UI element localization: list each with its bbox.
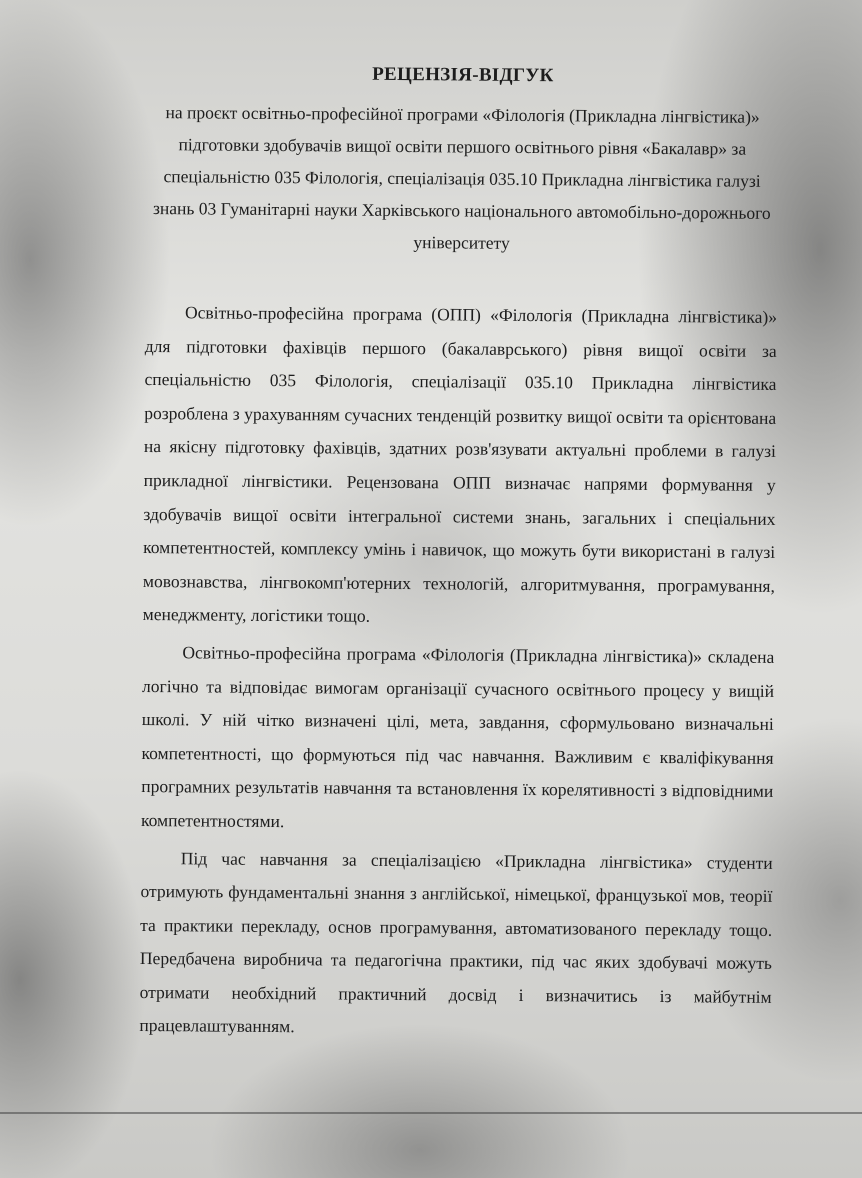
page-fold-line (0, 1112, 862, 1114)
paragraph-3: Під час навчання за спеціалізацією «Прикладна лінгвістика» студенти отримують фундаментальні знання з англійської, німецької, французької мов, теорії та практики перекладу, основ програмування, автоматизованого перекладу тощо. Передбачена виробнича та педагогічна практики, під час яких здобувачі можуть отримати необхідний практичний досвід і визначитись із майбутнім працевлаштуванням. (139, 847, 773, 1037)
document-title: РЕЦЕНЗІЯ-ВІДГУК (372, 63, 554, 87)
document-body (139, 62, 779, 1048)
document-subtitle: на проєкт освітньо-професійної програми «Філологія (Прикладна лінгвістика)» підготовки здобувачів вищої освіти першого освітнього рівня «Бакалавр» за спеціальністю 035 Філологія, спеціалізація 035.10 Прикладна лінгвістика галузі знань 03 Гуманітарні науки Харківського національного автомобільно-дорожнього університету (152, 102, 771, 253)
paragraph-2: Освітньо-професійна програма «Філологія (Прикладна лінгвістика)» складена логічно та відповідає вимогам організації сучасного освітнього процесу у вищій школі. У ній чітко визначені цілі, мета, завдання, сформульовано визначальні компетентності, що формуються під час навчання. Важливим є кваліфікування програмних результатів навчання та встановлення їх корелятивності з відповідними компетентностями. (140, 642, 775, 832)
paragraph-1: Освітньо-професійна програма (ОПП) «Філологія (Прикладна лінгвістика)» для підготовки фахівців першого (бакалаврського) рівня вищої освіти за спеціальністю 035 Філологія, спеціалізації 035.10 Прикладна лінгвістика розроблена з урахуванням сучасних тенденцій розвитку вищої освіти та орієнтована на якісну підготовку фахівців, здатних розв'язувати актуальні проблеми в галузі прикладної лінгвістики. Рецензована ОПП визначає напрями формування у здобувачів вищої освіти інтегральної системи знань, загальних і спеціальних компетентностей, комплексу умінь і навичок, що можуть бути використані в галузі мовознавства, лінгвокомп'ютерних технологій, алгоритмування, програмування, менеджменту, логістики тощо. (142, 302, 778, 627)
